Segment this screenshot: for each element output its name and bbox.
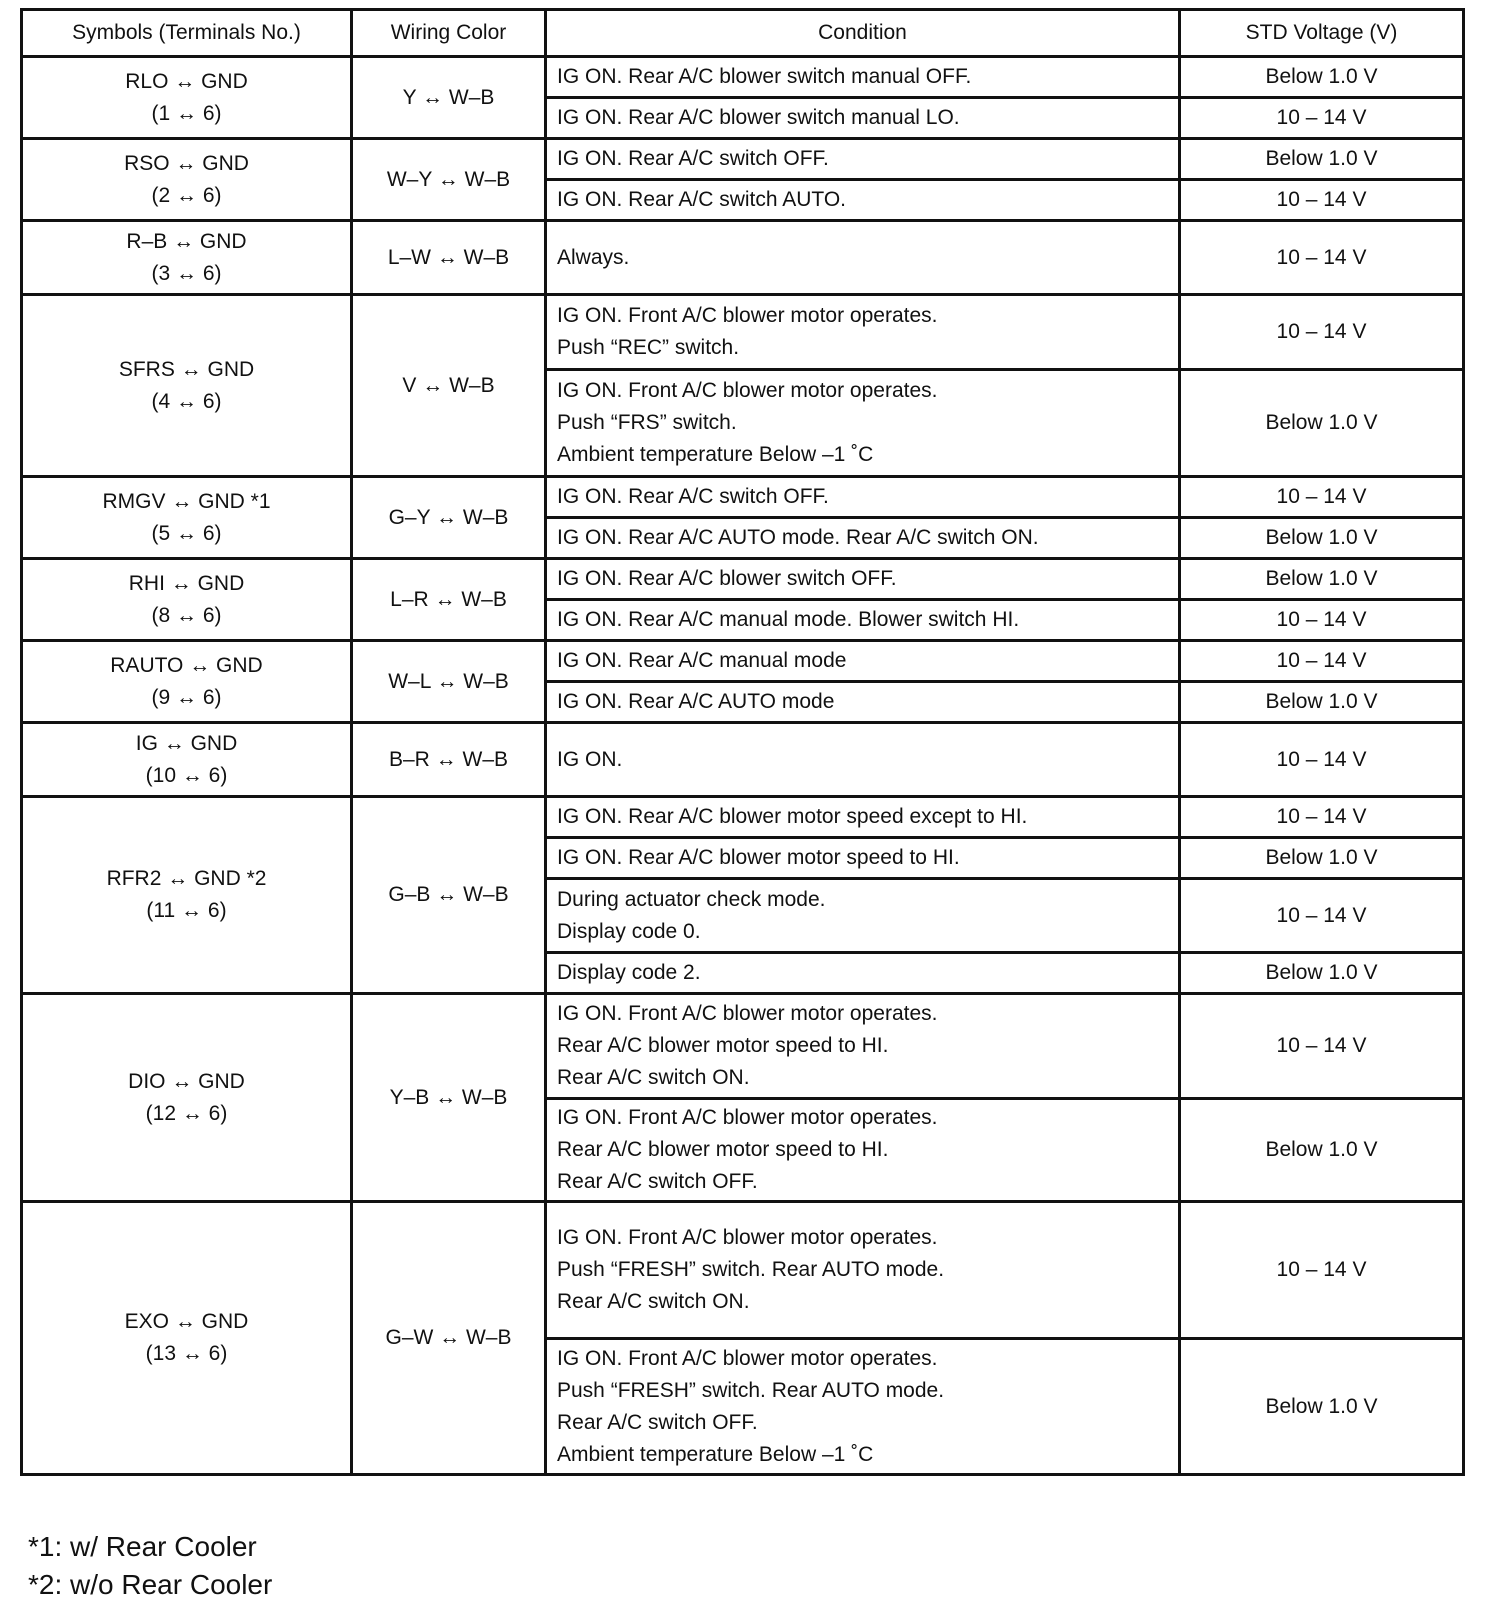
symbol-name: RFR2 ↔ GND *2 bbox=[106, 867, 267, 890]
condition-cell bbox=[546, 57, 1180, 98]
condition-line: Rear A/C switch OFF. bbox=[557, 1170, 758, 1193]
table-header-row bbox=[22, 10, 1464, 57]
condition-cell bbox=[546, 1099, 1180, 1202]
wiring-color-cell: V ↔ W–B bbox=[352, 295, 546, 477]
terminal-numbers: (4 ↔ 6) bbox=[151, 389, 222, 413]
condition-cell bbox=[546, 682, 1180, 723]
condition-line: IG ON. Rear A/C blower switch manual OFF. bbox=[557, 65, 972, 88]
table-row bbox=[22, 295, 1464, 370]
wiring-color-cell: G–B ↔ W–B bbox=[352, 797, 546, 994]
condition-line: During actuator check mode. bbox=[557, 887, 826, 911]
wiring-color-cell: G–Y ↔ W–B bbox=[352, 477, 546, 559]
terminal-numbers: (2 ↔ 6) bbox=[151, 183, 222, 207]
wiring-color-cell: Y ↔ W–B bbox=[352, 57, 546, 139]
condition-cell bbox=[546, 1339, 1180, 1475]
std-voltage-cell: Below 1.0 V bbox=[1180, 518, 1464, 559]
table-row bbox=[22, 641, 1464, 682]
symbol-cell bbox=[22, 57, 352, 139]
condition-line: Always. bbox=[557, 245, 630, 269]
std-voltage-cell: Below 1.0 V bbox=[1180, 370, 1464, 477]
std-voltage-cell: Below 1.0 V bbox=[1180, 139, 1464, 180]
std-voltage-cell: 10 – 14 V bbox=[1180, 600, 1464, 641]
condition-line: Push “FRS” switch. bbox=[557, 411, 737, 434]
std-voltage-cell: 10 – 14 V bbox=[1180, 477, 1464, 518]
condition-cell bbox=[546, 953, 1180, 994]
condition-cell bbox=[546, 641, 1180, 682]
std-voltage-cell: 10 – 14 V bbox=[1180, 1202, 1464, 1339]
condition-line: IG ON. Rear A/C blower motor speed to HI. bbox=[557, 846, 960, 869]
condition-cell bbox=[546, 180, 1180, 221]
symbol-cell bbox=[22, 139, 352, 221]
std-voltage-cell: Below 1.0 V bbox=[1180, 953, 1464, 994]
wiring-color-cell: Y–B ↔ W–B bbox=[352, 994, 546, 1202]
symbol-cell bbox=[22, 994, 352, 1202]
symbol-name: DIO ↔ GND bbox=[128, 1069, 245, 1093]
condition-line: Push “FRESH” switch. Rear AUTO mode. bbox=[557, 1258, 945, 1281]
terminal-numbers: (11 ↔ 6) bbox=[146, 899, 227, 922]
std-voltage-cell: 10 – 14 V bbox=[1180, 295, 1464, 370]
symbol-name: R–B ↔ GND bbox=[126, 229, 247, 253]
wiring-color-cell: L–R ↔ W–B bbox=[352, 559, 546, 641]
std-voltage-cell: 10 – 14 V bbox=[1180, 641, 1464, 682]
table-row bbox=[22, 221, 1464, 295]
std-voltage-cell: Below 1.0 V bbox=[1180, 682, 1464, 723]
condition-line: IG ON. Rear A/C switch OFF. bbox=[557, 485, 829, 508]
footnote-1: *1: w/ Rear Cooler bbox=[28, 1531, 257, 1562]
condition-line: IG ON. Front A/C blower motor operates. bbox=[557, 1106, 938, 1129]
condition-line: Rear A/C blower motor speed to HI. bbox=[557, 1034, 889, 1057]
terminal-numbers: (10 ↔ 6) bbox=[145, 763, 228, 787]
condition-line: IG ON. Front A/C blower motor operates. bbox=[557, 1346, 938, 1370]
std-voltage-cell: Below 1.0 V bbox=[1180, 559, 1464, 600]
condition-cell bbox=[546, 370, 1180, 477]
table-row bbox=[22, 797, 1464, 838]
condition-line: IG ON. Rear A/C AUTO mode. Rear A/C switch ON. bbox=[557, 526, 1039, 549]
std-voltage-cell: 10 – 14 V bbox=[1180, 180, 1464, 221]
header-condition: Condition bbox=[546, 10, 1180, 57]
symbol-cell bbox=[22, 295, 352, 477]
condition-cell bbox=[546, 98, 1180, 139]
condition-line: IG ON. Rear A/C blower switch OFF. bbox=[557, 567, 897, 590]
condition-cell bbox=[546, 139, 1180, 180]
std-voltage-cell: Below 1.0 V bbox=[1180, 838, 1464, 879]
header-wiring-color: Wiring Color bbox=[352, 10, 546, 57]
condition-line: IG ON. Rear A/C switch AUTO. bbox=[557, 188, 847, 211]
condition-line: IG ON. Rear A/C blower switch manual LO. bbox=[557, 106, 960, 129]
wiring-color-cell: B–R ↔ W–B bbox=[352, 723, 546, 797]
condition-line: Rear A/C switch ON. bbox=[557, 1290, 750, 1313]
table-row bbox=[22, 139, 1464, 180]
symbol-name: RLO ↔ GND bbox=[125, 69, 248, 93]
terminal-numbers: (1 ↔ 6) bbox=[151, 101, 222, 125]
condition-line: Push “REC” switch. bbox=[557, 336, 740, 359]
table-row bbox=[22, 1202, 1464, 1339]
terminal-numbers: (5 ↔ 6) bbox=[151, 521, 222, 545]
std-voltage-cell: 10 – 14 V bbox=[1180, 723, 1464, 797]
condition-line: Display code 0. bbox=[557, 919, 701, 943]
std-voltage-cell: Below 1.0 V bbox=[1180, 57, 1464, 98]
footnotes bbox=[28, 1528, 272, 1604]
std-voltage-cell: 10 – 14 V bbox=[1180, 98, 1464, 139]
symbol-name: RSO ↔ GND bbox=[124, 151, 249, 175]
condition-cell bbox=[546, 723, 1180, 797]
condition-cell bbox=[546, 600, 1180, 641]
symbol-cell bbox=[22, 641, 352, 723]
condition-line: IG ON. Front A/C blower motor operates. bbox=[557, 304, 938, 327]
condition-line: IG ON. bbox=[557, 747, 623, 771]
std-voltage-cell: Below 1.0 V bbox=[1180, 1099, 1464, 1202]
symbol-cell bbox=[22, 723, 352, 797]
condition-cell bbox=[546, 1202, 1180, 1339]
symbol-name: EXO ↔ GND bbox=[124, 1310, 249, 1333]
condition-line: IG ON. Front A/C blower motor operates. bbox=[557, 1226, 938, 1249]
symbol-cell bbox=[22, 1202, 352, 1475]
std-voltage-cell: 10 – 14 V bbox=[1180, 994, 1464, 1099]
footnote-2: *2: w/o Rear Cooler bbox=[28, 1569, 273, 1600]
condition-line: Rear A/C blower motor speed to HI. bbox=[557, 1138, 889, 1161]
condition-line: IG ON. Front A/C blower motor operates. bbox=[557, 379, 938, 402]
condition-line: Rear A/C switch OFF. bbox=[557, 1410, 758, 1434]
condition-line: Push “FRESH” switch. Rear AUTO mode. bbox=[557, 1378, 945, 1402]
condition-line: Ambient temperature Below –1 ˚C bbox=[557, 443, 874, 466]
condition-line: IG ON. Front A/C blower motor operates. bbox=[557, 1002, 938, 1025]
condition-line: IG ON. Rear A/C switch OFF. bbox=[557, 147, 829, 170]
symbol-cell bbox=[22, 221, 352, 295]
condition-line: IG ON. Rear A/C manual mode bbox=[557, 649, 847, 672]
terminal-numbers: (13 ↔ 6) bbox=[145, 1342, 228, 1365]
symbol-name: RMGV ↔ GND *1 bbox=[102, 489, 271, 513]
terminal-numbers: (9 ↔ 6) bbox=[151, 685, 222, 709]
table-row bbox=[22, 57, 1464, 98]
header-symbols: Symbols (Terminals No.) bbox=[22, 10, 352, 57]
condition-cell bbox=[546, 295, 1180, 370]
std-voltage-cell: 10 – 14 V bbox=[1180, 221, 1464, 295]
std-voltage-cell: 10 – 14 V bbox=[1180, 797, 1464, 838]
symbol-cell bbox=[22, 477, 352, 559]
condition-cell bbox=[546, 221, 1180, 295]
table-row bbox=[22, 477, 1464, 518]
condition-line: Ambient temperature Below –1 ˚C bbox=[557, 1442, 874, 1466]
condition-cell bbox=[546, 838, 1180, 879]
wiring-color-cell: W–L ↔ W–B bbox=[352, 641, 546, 723]
terminal-numbers: (3 ↔ 6) bbox=[151, 261, 222, 285]
std-voltage-cell: Below 1.0 V bbox=[1180, 1339, 1464, 1475]
condition-line: Rear A/C switch ON. bbox=[557, 1066, 750, 1089]
table-row bbox=[22, 559, 1464, 600]
terminal-numbers: (12 ↔ 6) bbox=[145, 1101, 228, 1125]
symbol-cell bbox=[22, 797, 352, 994]
table-row bbox=[22, 994, 1464, 1099]
condition-line: IG ON. Rear A/C AUTO mode bbox=[557, 690, 835, 713]
condition-line: IG ON. Rear A/C blower motor speed except to HI. bbox=[557, 805, 1028, 828]
symbol-name: RHI ↔ GND bbox=[128, 571, 245, 595]
condition-cell bbox=[546, 797, 1180, 838]
condition-cell bbox=[546, 994, 1180, 1099]
condition-line: Display code 2. bbox=[557, 961, 701, 984]
wiring-color-cell: W–Y ↔ W–B bbox=[352, 139, 546, 221]
header-std-voltage: STD Voltage (V) bbox=[1180, 10, 1464, 57]
symbol-name: IG ↔ GND bbox=[135, 731, 238, 755]
terminal-voltage-table bbox=[20, 8, 1465, 1476]
table-row bbox=[22, 723, 1464, 797]
condition-cell bbox=[546, 559, 1180, 600]
condition-cell bbox=[546, 879, 1180, 953]
condition-line: IG ON. Rear A/C manual mode. Blower switch HI. bbox=[557, 608, 1020, 631]
terminal-numbers: (8 ↔ 6) bbox=[151, 603, 222, 627]
symbol-name: SFRS ↔ GND bbox=[118, 357, 255, 381]
table-body bbox=[22, 57, 1464, 1475]
symbol-name: RAUTO ↔ GND bbox=[110, 653, 263, 677]
wiring-color-cell: G–W ↔ W–B bbox=[352, 1202, 546, 1475]
condition-cell bbox=[546, 518, 1180, 559]
std-voltage-cell: 10 – 14 V bbox=[1180, 879, 1464, 953]
wiring-color-cell: L–W ↔ W–B bbox=[352, 221, 546, 295]
symbol-cell bbox=[22, 559, 352, 641]
condition-cell bbox=[546, 477, 1180, 518]
